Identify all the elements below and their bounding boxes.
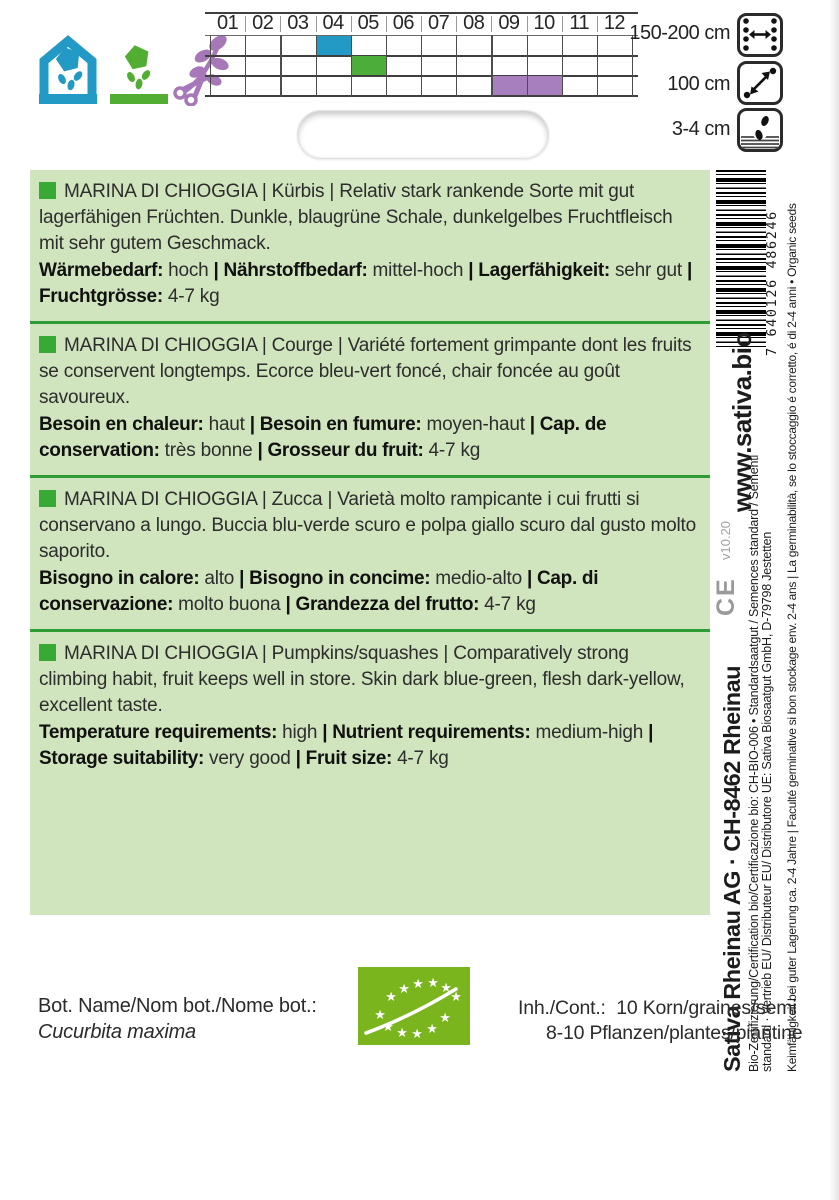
green-square-icon [39,490,56,507]
svg-text:★: ★ [398,982,410,997]
spec-separator: | [208,260,224,281]
germination-note: Keimfähigkeit bei guter Lagerung ca. 2-4 Jahre | Faculté germinative si bon stockage env. 2-4 ans | La germinabilità, se lo stoccaggio é corretto, é di 2-4 anni • Organic seeds [785,203,799,1072]
spec-value: 4-7 kg [167,286,220,307]
botanical-name-label: Bot. Name/Nom bot./Nome bot.: [38,995,317,1017]
certification-line-1: Bio-Zertifizierung/Certification bio/Certificazione bio: CH-BIO-006 • Standardsaatgut / Semences standard / Sementi [747,454,761,1072]
sowing-calendar [205,12,638,98]
description-text: Relativ stark rankende Sorte mit gut lagerfähigen Früchten. Dunkle, blaugrüne Schale, dunkelgelbes Fruchtfleisch mit sehr gutem Geschmack. [39,181,673,254]
svg-text:★: ★ [439,1011,451,1026]
variety-description [39,179,701,257]
sow-protected-icon [36,34,100,104]
eu-organic-icon [358,967,470,1045]
month-label: 08 [463,12,485,34]
green-square-icon [39,644,56,661]
description-text: Comparatively strong climbing habit, fruit keeps well in store. Skin dark blue-green, flesh dark-yellow, excellent taste. [39,643,685,716]
spec-separator: | [524,414,540,435]
spec-label: Fruit size: [305,748,398,769]
month-label: 01 [216,12,239,34]
month-label: 09 [498,12,520,34]
month-separator-tick [456,16,457,32]
svg-text:★: ★ [382,1020,394,1035]
description-text: Varietà molto rampicante i cui frutti si conservano a lungo. Buccia blu-verde scuro e polpa giallo scuro dal gusto molto saporito. [39,489,696,562]
variety-name: MARINA DI CHIOGGIA [64,643,257,664]
spec-value: medio-alto [435,568,522,589]
spec-value: very good [209,748,291,769]
barcode [716,170,766,347]
version-text: v10.20 [718,520,733,560]
spec-value: hoch [168,260,209,281]
month-separator-tick [597,16,598,32]
plant-spacing-icon [737,61,783,105]
month-label: 05 [357,12,379,34]
contents-value-2: 8-10 Pflanzen/plantes/piantine [546,1022,803,1044]
spec-label: Besoin en fumure: [259,414,427,435]
month-label: 12 [603,12,626,34]
month-separator-tick [562,16,563,32]
month-label: 04 [322,12,344,34]
sowing-pictograms [34,30,234,108]
spec-label: Nutrient requirements: [332,722,536,743]
grid-line [280,35,281,97]
spec-separator: | [522,568,537,589]
grid-line [527,35,528,97]
grid-line [351,35,352,97]
spec-label: Besoin en chaleur: [39,414,209,435]
svg-text:★: ★ [426,1022,438,1037]
month-label: 02 [252,12,274,34]
spec-label: Lagerfähigkeit: [478,260,615,281]
packet-edge-shading [829,0,839,1200]
lang-block-de [30,170,710,321]
spec-value: 4-7 kg [484,594,536,615]
spec-separator: | [280,594,296,615]
spec-value: medium-high [535,722,644,743]
svg-text:★: ★ [396,1026,408,1041]
spec-value: alto [204,568,235,589]
crop-name: | Pumpkins/squashes | [256,643,454,664]
grid-line [456,35,457,97]
spec-label: Fruchtgrösse: [39,286,168,307]
grid-line [316,35,317,97]
barcode-number: 7 640126 486246 [764,210,780,356]
spec-separator: | [252,440,268,461]
plant-spacing-label: 100 cm [667,73,730,95]
grid-line [562,35,563,97]
spec-label: Bisogno in concime: [249,568,436,589]
svg-text:★: ★ [411,1027,423,1042]
row-spacing-label: 150-200 cm [629,22,730,44]
spec-separator: | [290,748,306,769]
grid-line [245,35,246,97]
spec-value: mittel-hoch [372,260,464,281]
variety-description [39,487,701,565]
spec-label: Bisogno in calore: [39,568,205,589]
hang-hole-cutout [297,110,549,159]
variety-name: MARINA DI CHIOGGIA [64,181,257,202]
spec-separator: | [463,260,479,281]
month-separator-tick [316,16,317,32]
variety-description [39,641,701,719]
svg-text:★: ★ [427,976,439,991]
botanical-name: Cucurbita maxima [38,1021,196,1043]
crop-name: | Kürbis | [256,181,340,202]
sow-direct-icon [110,44,168,104]
variety-name: MARINA DI CHIOGGIA [64,489,257,510]
month-label: 03 [287,12,309,34]
variety-name: MARINA DI CHIOGGIA [64,335,257,356]
grid-line [210,35,211,97]
month-label: 11 [569,12,590,34]
calendar-cell-sowing-under-glass [316,36,351,55]
variety-description [39,333,701,411]
spec-value: moyen-haut [426,414,525,435]
month-separator-tick [527,16,528,32]
calendar-cell-direct-sowing [351,56,386,75]
spec-value: haut [208,414,245,435]
spec-value: 4-7 kg [428,440,481,461]
spec-separator: | [643,722,654,743]
row-spacing-icon [737,13,783,57]
sowing-depth-label: 3-4 cm [671,118,730,140]
spec-line [39,258,701,310]
spec-value: molto buona [178,594,281,615]
svg-text:★: ★ [440,981,452,996]
svg-text:★: ★ [412,977,424,992]
spec-label: Grandezza del frutto: [295,594,485,615]
description-box [30,170,710,915]
grid-line [491,35,492,97]
grid-line [386,35,387,97]
contents-value-1: 10 Korn/graines/semi [616,997,797,1019]
ce-mark: CE [712,577,740,616]
crop-name: | Courge | [256,335,348,356]
month-separator-tick [491,16,492,32]
spec-label: Storage suitability: [39,748,210,769]
month-separator-tick [280,16,281,32]
month-separator-tick [245,16,246,32]
description-text: Variété fortement grimpante dont les fruits se conservent longtemps. Ecorce bleu-vert foncé, chair foncée au goût savoureux. [39,335,692,408]
spacing-legend [612,10,792,162]
month-separator-tick [421,16,422,32]
svg-text:★: ★ [450,990,462,1005]
spec-separator: | [317,722,333,743]
spec-line [39,720,701,772]
company-address: Sativa Rheinau AG · CH-8462 Rheinau [719,665,745,1072]
spec-value: high [282,722,318,743]
svg-text:★: ★ [385,990,397,1005]
month-separator-tick [351,16,352,32]
contents-line-1 [518,997,796,1020]
month-separator-tick [386,16,387,32]
spec-label: Cap. di conservazione: [39,568,599,615]
certification-line-2: standard · Vertrieb EU/ Distributeur EU/ Distributore UE: Sativa Biosaatgut GmbH, D-79798 Jestetten [760,531,774,1072]
lang-block-fr [30,321,710,475]
svg-text:★: ★ [374,1008,386,1023]
spec-value: très bonne [164,440,253,461]
month-label: 06 [392,12,415,34]
spec-value: sehr gut [614,260,682,281]
spec-label: Grosseur du fruit: [267,440,429,461]
grid-line [597,35,598,97]
spec-line [39,412,701,464]
month-label: 10 [533,12,555,34]
green-square-icon [39,182,56,199]
green-square-icon [39,336,56,353]
spec-separator: | [682,260,692,281]
spec-line [39,566,701,618]
spec-value: 4-7 kg [397,748,449,769]
spec-separator: | [244,414,260,435]
spec-label: Wärmebedarf: [39,260,169,281]
spec-label: Temperature requirements: [39,722,283,743]
contents-label: Inh./Cont.: [518,997,606,1019]
spec-label: Cap. de conservation: [39,414,607,461]
lang-block-it [30,475,710,629]
crop-name: | Zucca | [256,489,338,510]
lang-block-en [30,629,710,783]
grid-line [421,35,422,97]
month-label: 07 [427,12,450,34]
spec-separator: | [234,568,250,589]
spec-label: Nährstoffbedarf: [223,260,373,281]
website-text: www.sativa.bio [727,332,757,512]
sowing-depth-icon [737,108,783,152]
